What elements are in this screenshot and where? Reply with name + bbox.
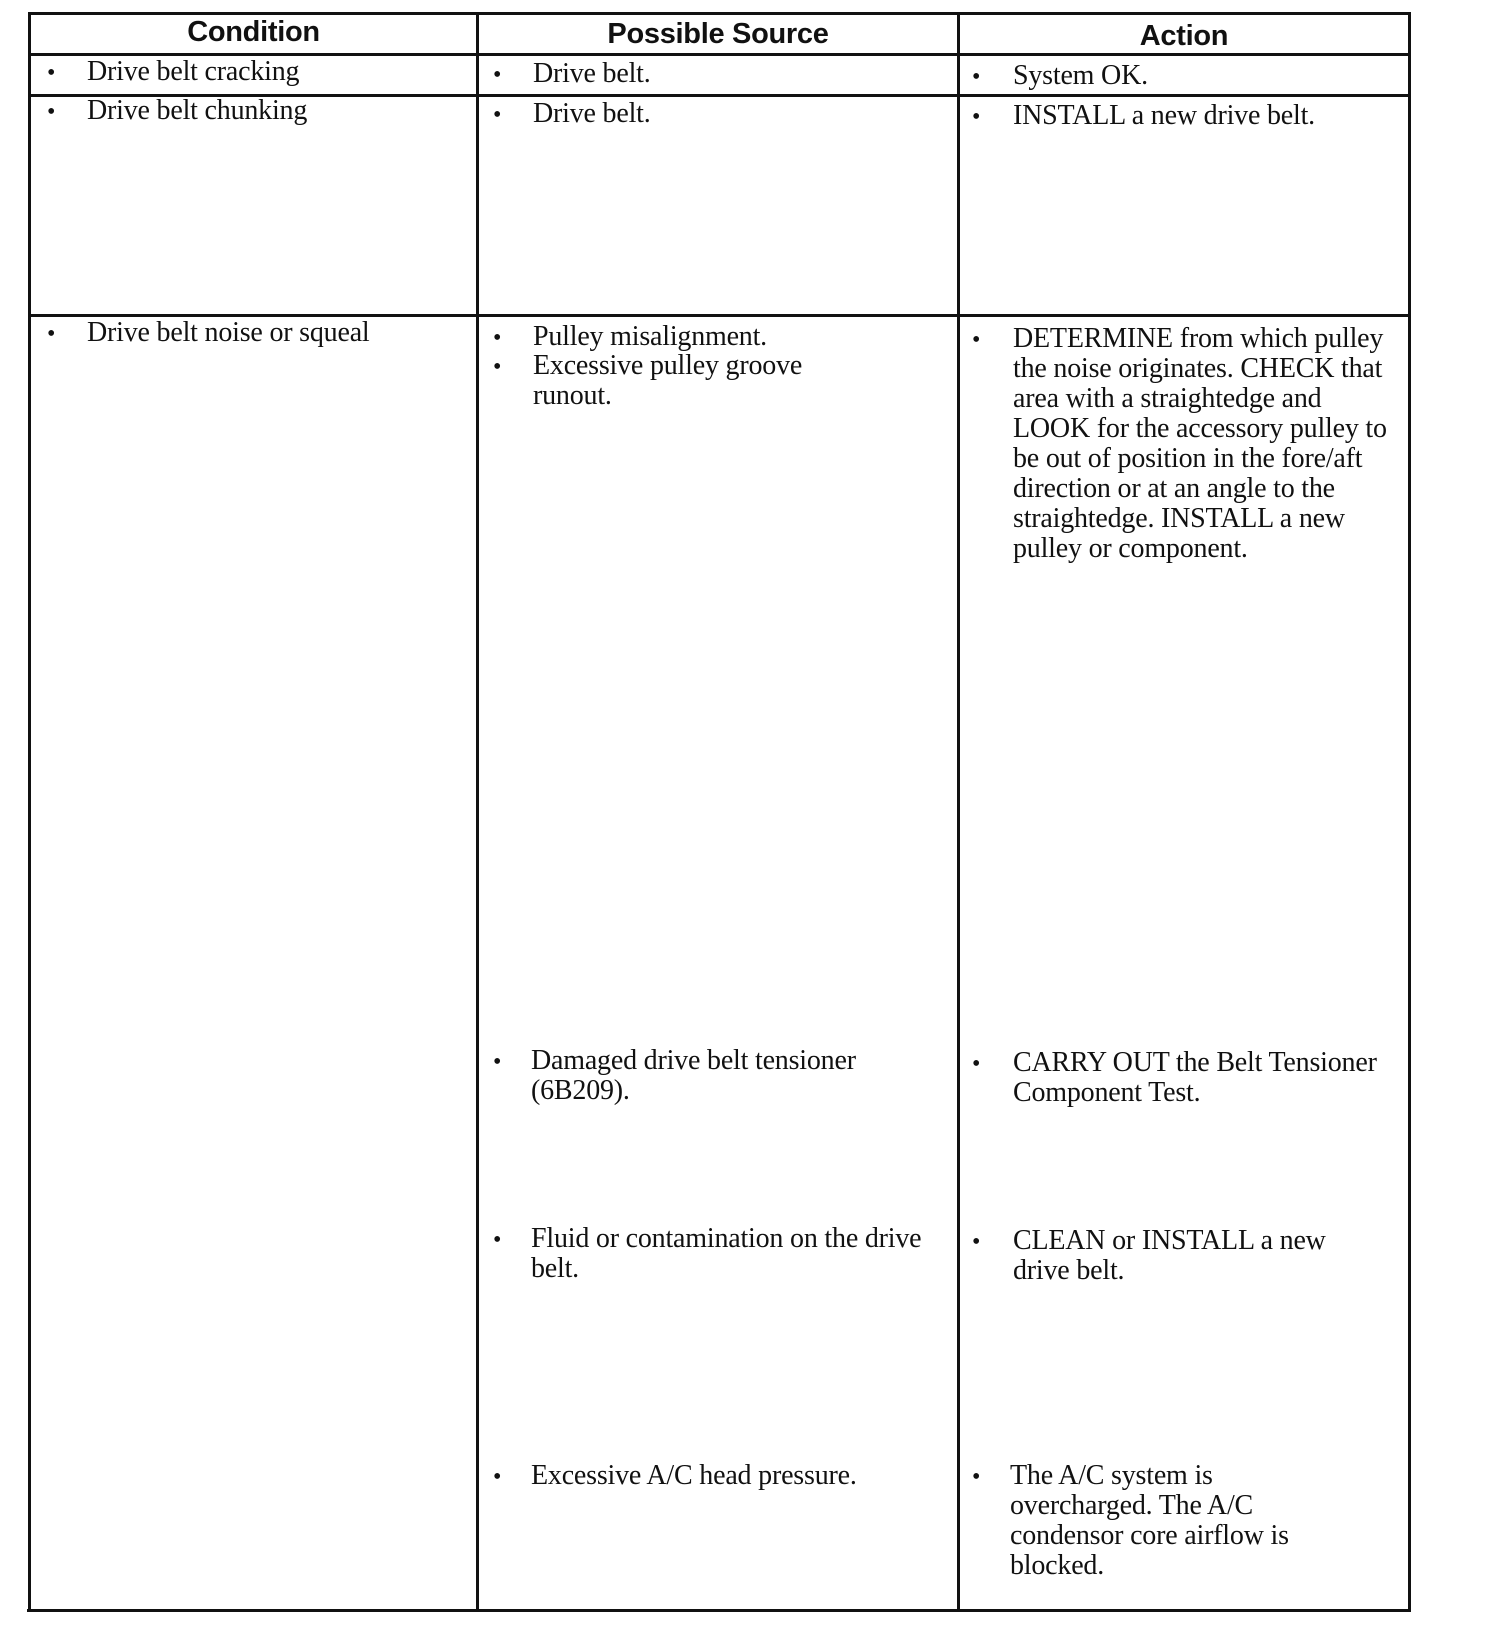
- bullet: •: [47, 321, 56, 347]
- row-3-action-1: DETERMINE from which pulley the noise originates. CHECK that area with a straightedge and LOOK for the accessory pulley to be out of position in the fore/aft direction or at an angle to the straightedge. INSTALL a new pulley or component.: [1013, 323, 1387, 564]
- header-condition: Condition: [187, 16, 320, 48]
- bullet: •: [493, 62, 502, 88]
- column-divider-1: [476, 12, 479, 1612]
- bullet: •: [972, 1229, 981, 1255]
- row-3-source-1b: Excessive pulley groove runout.: [533, 350, 803, 411]
- bullet: •: [493, 325, 502, 351]
- row-3-condition: Drive belt noise or squeal: [87, 317, 370, 348]
- row-1-action: System OK.: [1013, 60, 1148, 91]
- table-right-border: [1408, 12, 1411, 1612]
- bullet: •: [47, 60, 56, 86]
- bullet: •: [493, 354, 502, 380]
- row-3-source-2: Damaged drive belt tensioner (6B209).: [531, 1045, 856, 1106]
- header-possible-source: Possible Source: [607, 18, 829, 50]
- bullet: •: [972, 1051, 981, 1077]
- row-3-action-3: CLEAN or INSTALL a new drive belt.: [1013, 1225, 1326, 1286]
- bullet: •: [47, 99, 56, 125]
- row-3-source-1a: Pulley misalignment.: [533, 321, 767, 352]
- bullet: •: [493, 1049, 502, 1075]
- bullet: •: [972, 1464, 981, 1490]
- row-3-action-2: CARRY OUT the Belt Tensioner Component Test.: [1013, 1047, 1377, 1108]
- bullet: •: [493, 102, 502, 128]
- column-divider-2: [957, 12, 960, 1612]
- table-left-border: [28, 12, 31, 1612]
- row-2-action: INSTALL a new drive belt.: [1013, 100, 1315, 131]
- row-1-source: Drive belt.: [533, 58, 651, 89]
- bullet: •: [493, 1464, 502, 1490]
- row-2-source: Drive belt.: [533, 98, 651, 129]
- row-1-condition: Drive belt cracking: [87, 56, 300, 87]
- row-3-source-3: Fluid or contamination on the drive belt.: [531, 1223, 922, 1284]
- bullet: •: [972, 327, 981, 353]
- row-3-source-4: Excessive A/C head pressure.: [531, 1460, 857, 1491]
- row-2-condition: Drive belt chunking: [87, 95, 308, 126]
- row-3-action-4: The A/C system is overcharged. The A/C condensor core airflow is blocked.: [1010, 1460, 1289, 1581]
- bullet: •: [493, 1227, 502, 1253]
- header-action: Action: [1139, 20, 1229, 52]
- bullet: •: [972, 104, 981, 130]
- bullet: •: [972, 64, 981, 90]
- table-bottom-border: [27, 1609, 1411, 1612]
